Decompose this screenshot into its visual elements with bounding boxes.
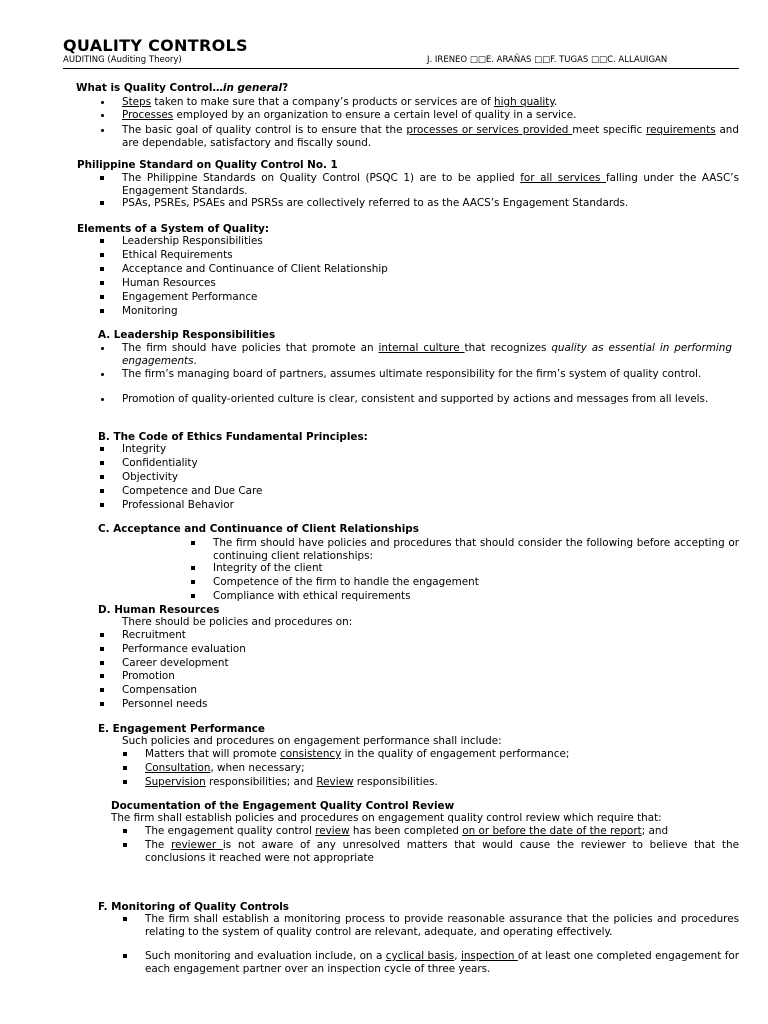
list-item: The firm shall establish a monitoring process to provide reasonable assurance that the policies and procedures relating to the system of quality control are relevant, adequate, and operating effectively. <box>145 913 739 938</box>
list-item: Such monitoring and evaluation include, on a cyclical basis, inspection of at least one completed engagement for each engagement partner over an inspection cycle of three years. <box>145 950 739 975</box>
list-item: Integrity <box>122 443 166 456</box>
list-item: The reviewer is not aware of any unresolved matters that would cause the reviewer to believe that the conclusions it reached were not appropriate <box>145 839 739 864</box>
section-heading-psqc: Philippine Standard on Quality Control No. 1 <box>77 159 338 171</box>
list-item: Recruitment <box>122 629 186 642</box>
engagement-intro: Such policies and procedures on engagement performance shall include: <box>122 735 502 747</box>
document-title: QUALITY CONTROLS <box>63 36 248 55</box>
section-heading-engagement: E. Engagement Performance <box>98 723 265 735</box>
list-item: Confidentiality <box>122 457 198 470</box>
list-item: Supervision responsibilities; and Review responsibilities. <box>145 776 438 789</box>
list-item: Processes employed by an organization to ensure a certain level of quality in a service. <box>122 109 739 122</box>
list-item: Promotion <box>122 670 175 683</box>
hr-intro: There should be policies and procedures on: <box>122 616 353 628</box>
list-item: Objectivity <box>122 471 178 484</box>
section-heading-elements: Elements of a System of Quality: <box>77 223 270 235</box>
list-item: The engagement quality control review has been completed on or before the date of the report; and <box>145 825 739 838</box>
list-item: Compensation <box>122 684 197 697</box>
list-item: Compliance with ethical requirements <box>213 590 411 603</box>
list-item: Engagement Performance <box>122 291 257 304</box>
list-item: PSAs, PSREs, PSAEs and PSRSs are collectively referred to as the AACS’s Engagement Standards. <box>122 197 739 210</box>
section-heading-monitoring: F. Monitoring of Quality Controls <box>98 901 289 913</box>
list-item: Steps taken to make sure that a company’s products or services are of high quality. <box>122 96 739 109</box>
subject-label: AUDITING (Auditing Theory) <box>63 55 182 65</box>
list-item: Ethical Requirements <box>122 249 233 262</box>
documentation-intro: The firm shall establish policies and procedures on engagement quality control review which require that: <box>111 812 662 824</box>
section-heading-human-resources: D. Human Resources <box>98 604 220 616</box>
list-item: Personnel needs <box>122 698 207 711</box>
list-item: Performance evaluation <box>122 643 246 656</box>
section-heading-leadership: A. Leadership Responsibilities <box>98 329 276 341</box>
list-item: The firm should have policies and procedures that should consider the following before accepting or continuing client relationships: <box>213 537 739 562</box>
section-heading-what-is-qc: What is Quality Control…in general? <box>76 82 289 94</box>
section-heading-ethics: B. The Code of Ethics Fundamental Principles: <box>98 431 368 443</box>
list-item: The firm’s managing board of partners, assumes ultimate responsibility for the firm’s system of quality control. <box>122 368 732 381</box>
list-item: The basic goal of quality control is to ensure that the processes or services provided meet specific requirements and are dependable, satisfactory and fiscally sound. <box>122 124 739 149</box>
list-item: Professional Behavior <box>122 499 234 512</box>
section-heading-documentation: Documentation of the Engagement Quality Control Review <box>111 800 455 812</box>
list-item: Leadership Responsibilities <box>122 235 263 248</box>
list-item: Promotion of quality-oriented culture is clear, consistent and supported by actions and messages from all levels. <box>122 393 732 406</box>
list-item: The firm should have policies that promote an internal culture that recognizes quality as essential in performing engagements. <box>122 342 732 367</box>
list-item: Monitoring <box>122 305 178 318</box>
list-item: Integrity of the client <box>213 562 323 575</box>
section-heading-acceptance: C. Acceptance and Continuance of Client Relationships <box>98 523 419 535</box>
list-item: Competence of the firm to handle the engagement <box>213 576 479 589</box>
authors-label: J. IRENEO □□E. ARAÑAS □□F. TUGAS □□C. ALLAUIGAN <box>427 55 668 65</box>
list-item: Human Resources <box>122 277 216 290</box>
list-item: Competence and Due Care <box>122 485 262 498</box>
list-item: Acceptance and Continuance of Client Relationship <box>122 263 388 276</box>
list-item: Consultation, when necessary; <box>145 762 305 775</box>
header-line <box>63 55 739 69</box>
list-item: Matters that will promote consistency in the quality of engagement performance; <box>145 748 569 761</box>
list-item: The Philippine Standards on Quality Control (PSQC 1) are to be applied for all services falling under the AASC’s Engagement Standards. <box>122 172 739 197</box>
list-item: Career development <box>122 657 229 670</box>
